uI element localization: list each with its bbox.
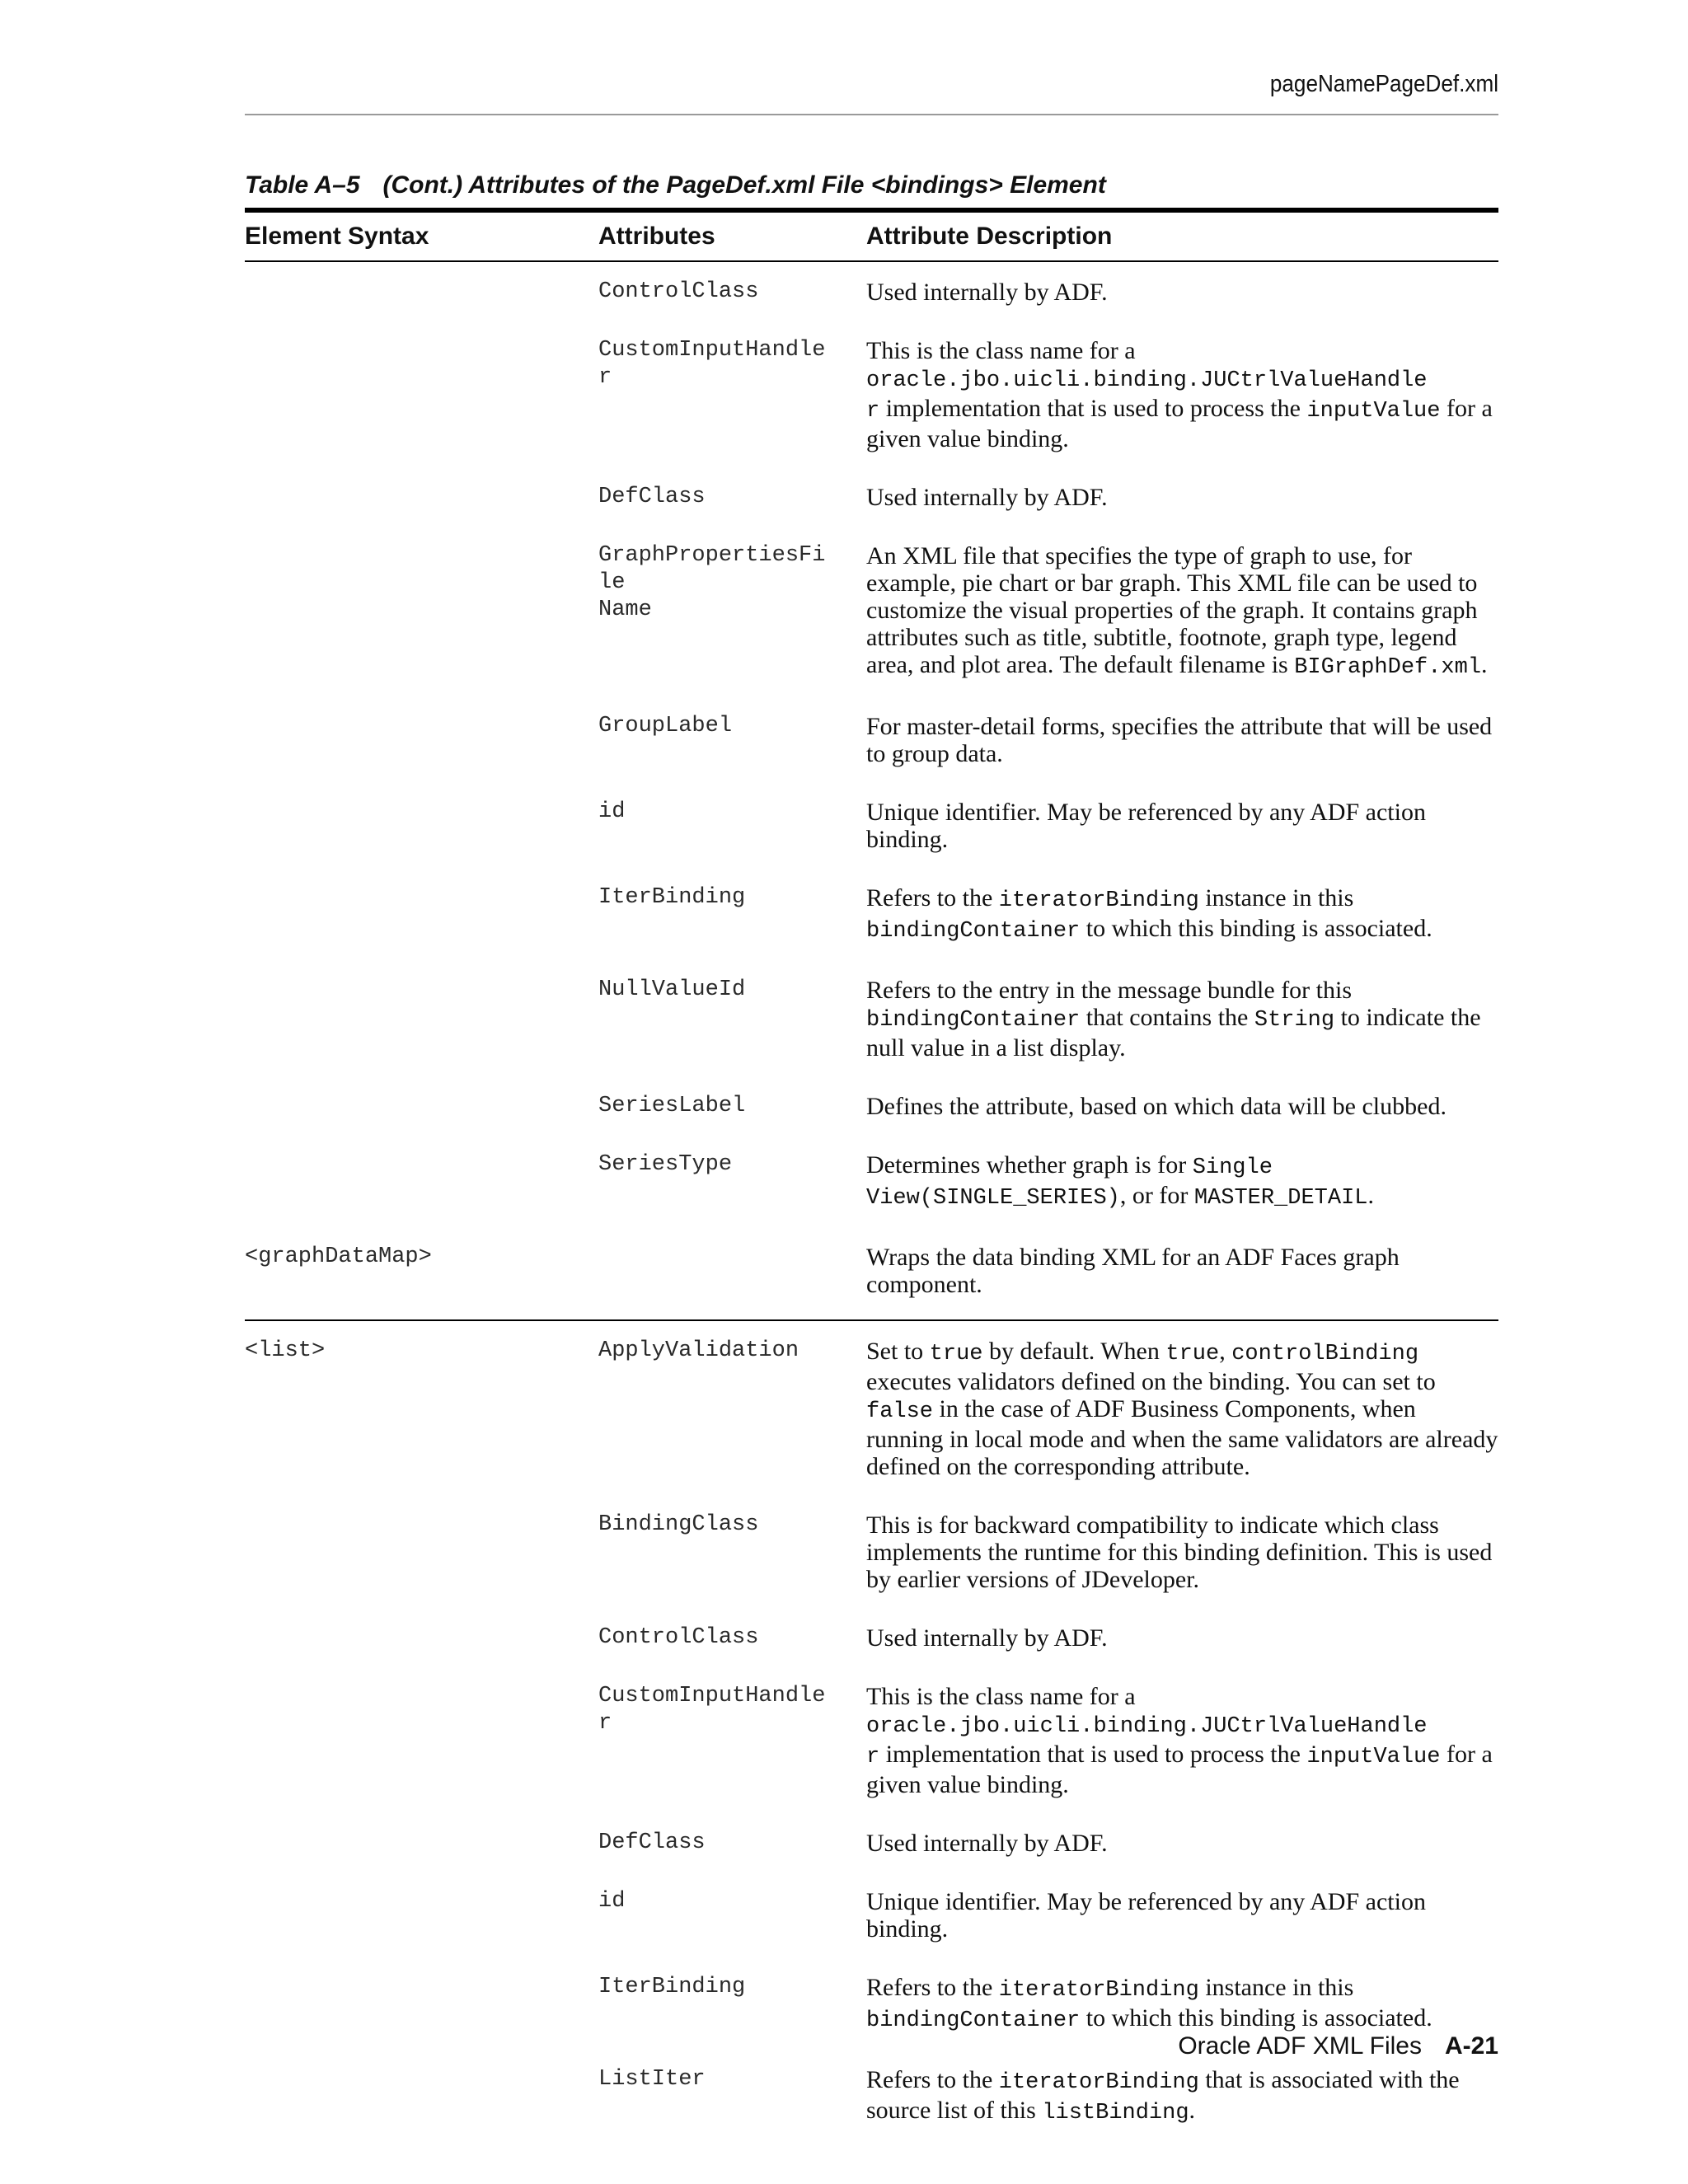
attribute-name-cell: IterBinding [598,1975,746,1999]
table-group-graph [245,262,1498,1318]
description-text: . [1189,2097,1196,2124]
attribute-name-cell: CustomInputHandle r [598,1684,826,1736]
description-text: , [1219,1338,1232,1365]
table-row [245,1326,1498,1500]
attribute-name-cell: IterBinding [598,885,746,910]
attribute-name-cell: ApplyValidation [598,1338,799,1363]
table-row [245,1232,1498,1318]
attribute-name-cell: SeriesType [598,1152,733,1177]
code-fragment: oracle.jbo.uicli.binding.JUCtrlValueHandle r [866,368,1428,424]
description-text: implementation that is used to process the [879,395,1307,422]
description-text: . [1481,651,1488,678]
column-header-attributes: Attributes [598,223,715,250]
attribute-name-cell: DefClass [598,485,706,509]
description-text: Determines whether graph is for [866,1151,1193,1179]
running-header: pageNamePageDef.xml [1269,71,1498,97]
description-text: Used internally by ADF. [866,1624,1108,1652]
description-text: to indicate the null value in a list display. [866,1004,1481,1062]
description-text: . [1367,1182,1374,1209]
attribute-description-cell [866,279,1498,306]
attribute-name-cell: GraphPropertiesFi le Name [598,543,826,622]
code-fragment: listBinding [1042,2101,1189,2125]
table-header-row [245,213,1498,260]
description-text: to which this binding is associated. [1080,2004,1432,2032]
attribute-name-cell: id [598,1889,626,1914]
table-caption [245,171,1106,199]
footer-page-number: A-21 [1444,2032,1498,2060]
description-text: Wraps the data binding XML for an ADF Faces graph component. [866,1244,1400,1298]
table-row [245,965,1498,1081]
table-caption-label: Table A–5 [245,171,360,199]
description-text: in the case of ADF Business Components, when running in local mode and when the same validators are already defined on the corresponding attribute. [866,1395,1498,1480]
description-text: implementation that is used to process the [879,1741,1307,1768]
code-fragment: inputValue [1306,1745,1441,1769]
attribute-name-cell: CustomInputHandle r [598,338,826,390]
code-fragment: bindingContainer [866,919,1081,944]
table-row [245,1081,1498,1140]
element-syntax-cell: <graphDataMap> [245,1244,432,1269]
description-text: that contains the [1080,1004,1254,1031]
description-text: for a given value binding. [866,1741,1493,1798]
attribute-description-cell [866,2066,1498,2127]
attribute-name-cell: ControlClass [598,279,759,304]
table-row [245,472,1498,531]
attribute-description-cell [866,1974,1498,2035]
table-row [245,326,1498,472]
description-text: Refers to the entry in the message bundle for this [866,977,1353,1004]
attribute-name-cell: ControlClass [598,1625,759,1650]
attribute-name-cell: DefClass [598,1830,706,1855]
code-fragment: true [1165,1342,1220,1366]
attribute-name-cell: ListIter [598,2067,706,2092]
code-fragment: bindingContainer [866,2008,1081,2033]
code-fragment: false [866,1399,934,1424]
attribute-description-cell [866,1830,1498,1857]
table-row [245,1818,1498,1877]
table-row [245,1500,1498,1613]
table-row [245,873,1498,965]
description-text: This is for backward compatibility to indicate which class implements the runtime for this binding definition. This is used by earlier versions of JDeveloper. [866,1511,1493,1593]
description-text: Refers to the [866,2066,999,2093]
table-caption-title: (Cont.) Attributes of the PageDef.xml File <bindings> Element [382,171,1106,199]
description-text: Refers to the [866,1974,999,2001]
description-text: that is associated with the source list of this [866,2066,1460,2124]
attribute-description-cell [866,337,1498,452]
table-row [245,1877,1498,1962]
description-text: , or for [1119,1182,1194,1209]
attribute-description-cell [866,1338,1498,1480]
attribute-description-cell [866,713,1498,767]
attribute-description-cell [866,1888,1498,1943]
table-row [245,1140,1498,1232]
code-fragment: controlBinding [1231,1342,1419,1366]
code-fragment: iteratorBinding [998,1978,1199,2003]
table-row [245,1671,1498,1818]
description-text: executes validators defined on the binding. You can set to [866,1368,1436,1395]
code-fragment: Single View(SINGLE_SERIES) [866,1155,1273,1211]
element-syntax-cell: <list> [245,1338,326,1363]
attribute-description-cell [866,1093,1498,1120]
description-text: Used internally by ADF. [866,1830,1108,1857]
code-fragment: iteratorBinding [998,888,1199,913]
description-text: Unique identifier. May be referenced by any ADF action binding. [866,799,1426,853]
table-row [245,2055,1498,2147]
attribute-description-cell [866,1624,1498,1652]
column-header-element-syntax: Element Syntax [245,223,429,250]
description-text: Refers to the [866,884,999,912]
attribute-name-cell: SeriesLabel [598,1094,746,1118]
code-fragment: String [1254,1008,1335,1033]
code-fragment: bindingContainer [866,1008,1081,1033]
page-footer [245,2032,1498,2060]
description-text: Set to [866,1338,930,1365]
attribute-description-cell [866,484,1498,511]
attributes-table [245,208,1498,2147]
attribute-description-cell [866,1511,1498,1593]
attribute-name-cell: BindingClass [598,1512,759,1537]
code-fragment: oracle.jbo.uicli.binding.JUCtrlValueHandle r [866,1714,1428,1769]
header-rule [245,114,1498,115]
description-text: An XML file that specifies the type of graph to use, for example, pie chart or bar graph. This XML file can be used to customize the visual properties of the graph. It contains graph attributes such as title, subtitle, footnote, graph type, legend area, and plot area. The default filename is [866,542,1478,678]
attribute-description-cell [866,542,1498,682]
attribute-description-cell [866,1244,1498,1298]
description-text: instance in this [1198,1974,1354,2001]
description-text: Defines the attribute, based on which data will be clubbed. [866,1093,1447,1120]
attribute-description-cell [866,799,1498,853]
table-row [245,267,1498,326]
attribute-description-cell [866,1151,1498,1212]
attribute-description-cell [866,1683,1498,1798]
description-text: This is the class name for a [866,337,1136,364]
attribute-description-cell [866,977,1498,1062]
attribute-name-cell: NullValueId [598,977,746,1002]
attribute-name-cell: id [598,799,626,824]
table-row [245,1613,1498,1671]
code-fragment: iteratorBinding [998,2070,1199,2095]
table-row [245,531,1498,701]
code-fragment: MASTER_DETAIL [1193,1186,1368,1211]
column-header-attribute-description: Attribute Description [866,223,1113,250]
attribute-description-cell [866,884,1498,945]
footer-book-title: Oracle ADF XML Files [1178,2032,1422,2060]
description-text: Used internally by ADF. [866,279,1108,306]
description-text: Used internally by ADF. [866,484,1108,511]
table-group-list [245,1321,1498,2147]
description-text: for a given value binding. [866,395,1493,452]
table-row [245,701,1498,787]
description-text: For master-detail forms, specifies the attribute that will be used to group data. [866,713,1493,767]
code-fragment: BIGraphDef.xml [1294,655,1482,680]
description-text: This is the class name for a [866,1683,1136,1710]
attribute-name-cell: GroupLabel [598,714,733,738]
description-text: by default. When [982,1338,1166,1365]
description-text: instance in this [1198,884,1354,912]
code-fragment: inputValue [1306,399,1441,424]
table-row [245,787,1498,873]
description-text: to which this binding is associated. [1080,915,1432,942]
code-fragment: true [929,1342,983,1366]
description-text: Unique identifier. May be referenced by any ADF action binding. [866,1888,1426,1943]
